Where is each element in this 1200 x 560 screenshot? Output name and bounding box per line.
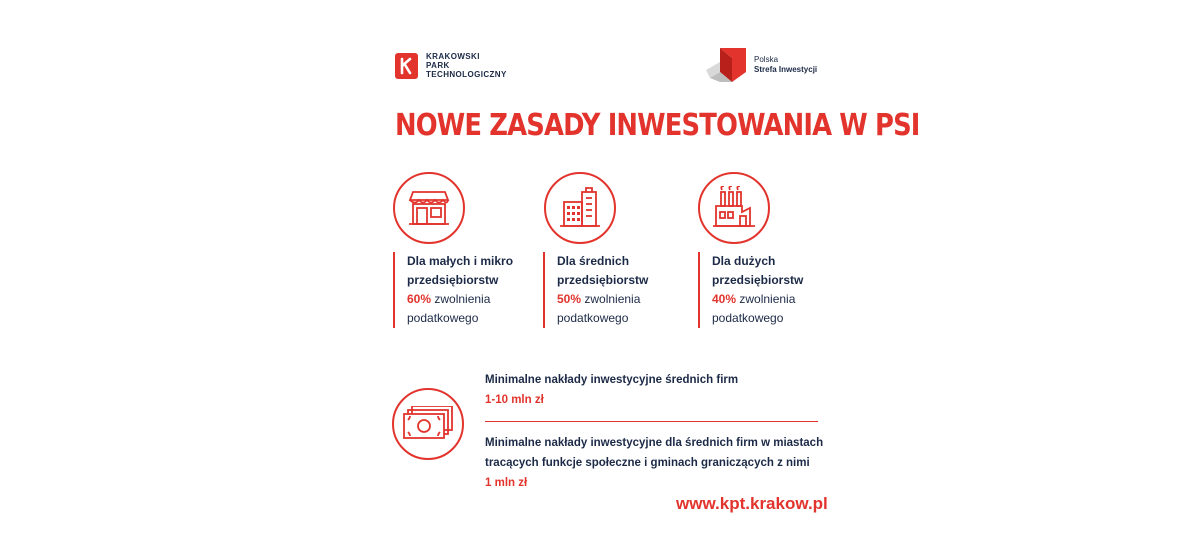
investment-block-special: [485, 433, 823, 493]
page-title: NOWE ZASADY INWESTOWANIA W PSI: [395, 108, 920, 143]
investment-block-medium: [485, 370, 738, 410]
column-heading-line: Dla dużych: [712, 254, 776, 268]
exemption-text: podatkowego: [712, 311, 784, 325]
psi-logo-line: Strefa Inwestycji: [754, 65, 818, 74]
exemption-percentage: 40%: [712, 292, 737, 306]
kpt-logo: [395, 52, 507, 79]
exemption-percentage: 50%: [557, 292, 582, 306]
column-heading-line: przedsiębiorstw: [712, 273, 804, 287]
divider: [485, 421, 818, 422]
shop-icon: [393, 172, 465, 244]
investment-heading: Minimalne nakłady inwestycyjne dla średnich firm w miastach: [485, 437, 824, 449]
tax-exemption-line: [557, 290, 673, 309]
investment-heading: Minimalne nakłady inwestycyjne średnich firm: [485, 374, 739, 386]
kpt-logo-line: KRAKOWSKI: [426, 52, 480, 61]
psi-logo-line: Polska: [754, 55, 779, 64]
column-heading-line: przedsiębiorstw: [407, 273, 499, 287]
office-building-icon: [544, 172, 616, 244]
banknotes-icon: [392, 388, 464, 460]
website-link[interactable]: www.kpt.krakow.pl: [676, 494, 828, 513]
kpt-logo-line: PARK: [426, 61, 450, 70]
psi-logo: [706, 48, 817, 82]
psi-cube-icon: [706, 48, 746, 82]
exemption-text: zwolnienia: [736, 292, 796, 306]
tax-exemption-line: [712, 290, 828, 309]
investment-value: 1 mln zł: [485, 477, 528, 489]
exemption-percentage: 60%: [407, 292, 432, 306]
small-business-column: [393, 252, 523, 328]
tax-exemption-line: [407, 290, 523, 309]
psi-logo-text: [754, 55, 817, 75]
column-heading-line: Dla średnich: [557, 254, 630, 268]
kpt-logo-line: TECHNOLOGICZNY: [426, 70, 507, 79]
investment-heading: tracących funkcje społeczne i gminach graniczących z nimi: [485, 457, 810, 469]
column-heading-line: Dla małych i mikro: [407, 254, 514, 268]
large-business-column: [698, 252, 828, 328]
exemption-text: podatkowego: [557, 311, 629, 325]
factory-icon: [698, 172, 770, 244]
column-heading-line: przedsiębiorstw: [557, 273, 649, 287]
exemption-text: zwolnienia: [581, 292, 641, 306]
medium-business-column: [543, 252, 673, 328]
exemption-text: podatkowego: [407, 311, 479, 325]
kpt-logo-text: [426, 52, 507, 79]
kpt-k-icon: [395, 53, 418, 79]
exemption-text: zwolnienia: [431, 292, 491, 306]
investment-value: 1-10 mln zł: [485, 394, 544, 406]
